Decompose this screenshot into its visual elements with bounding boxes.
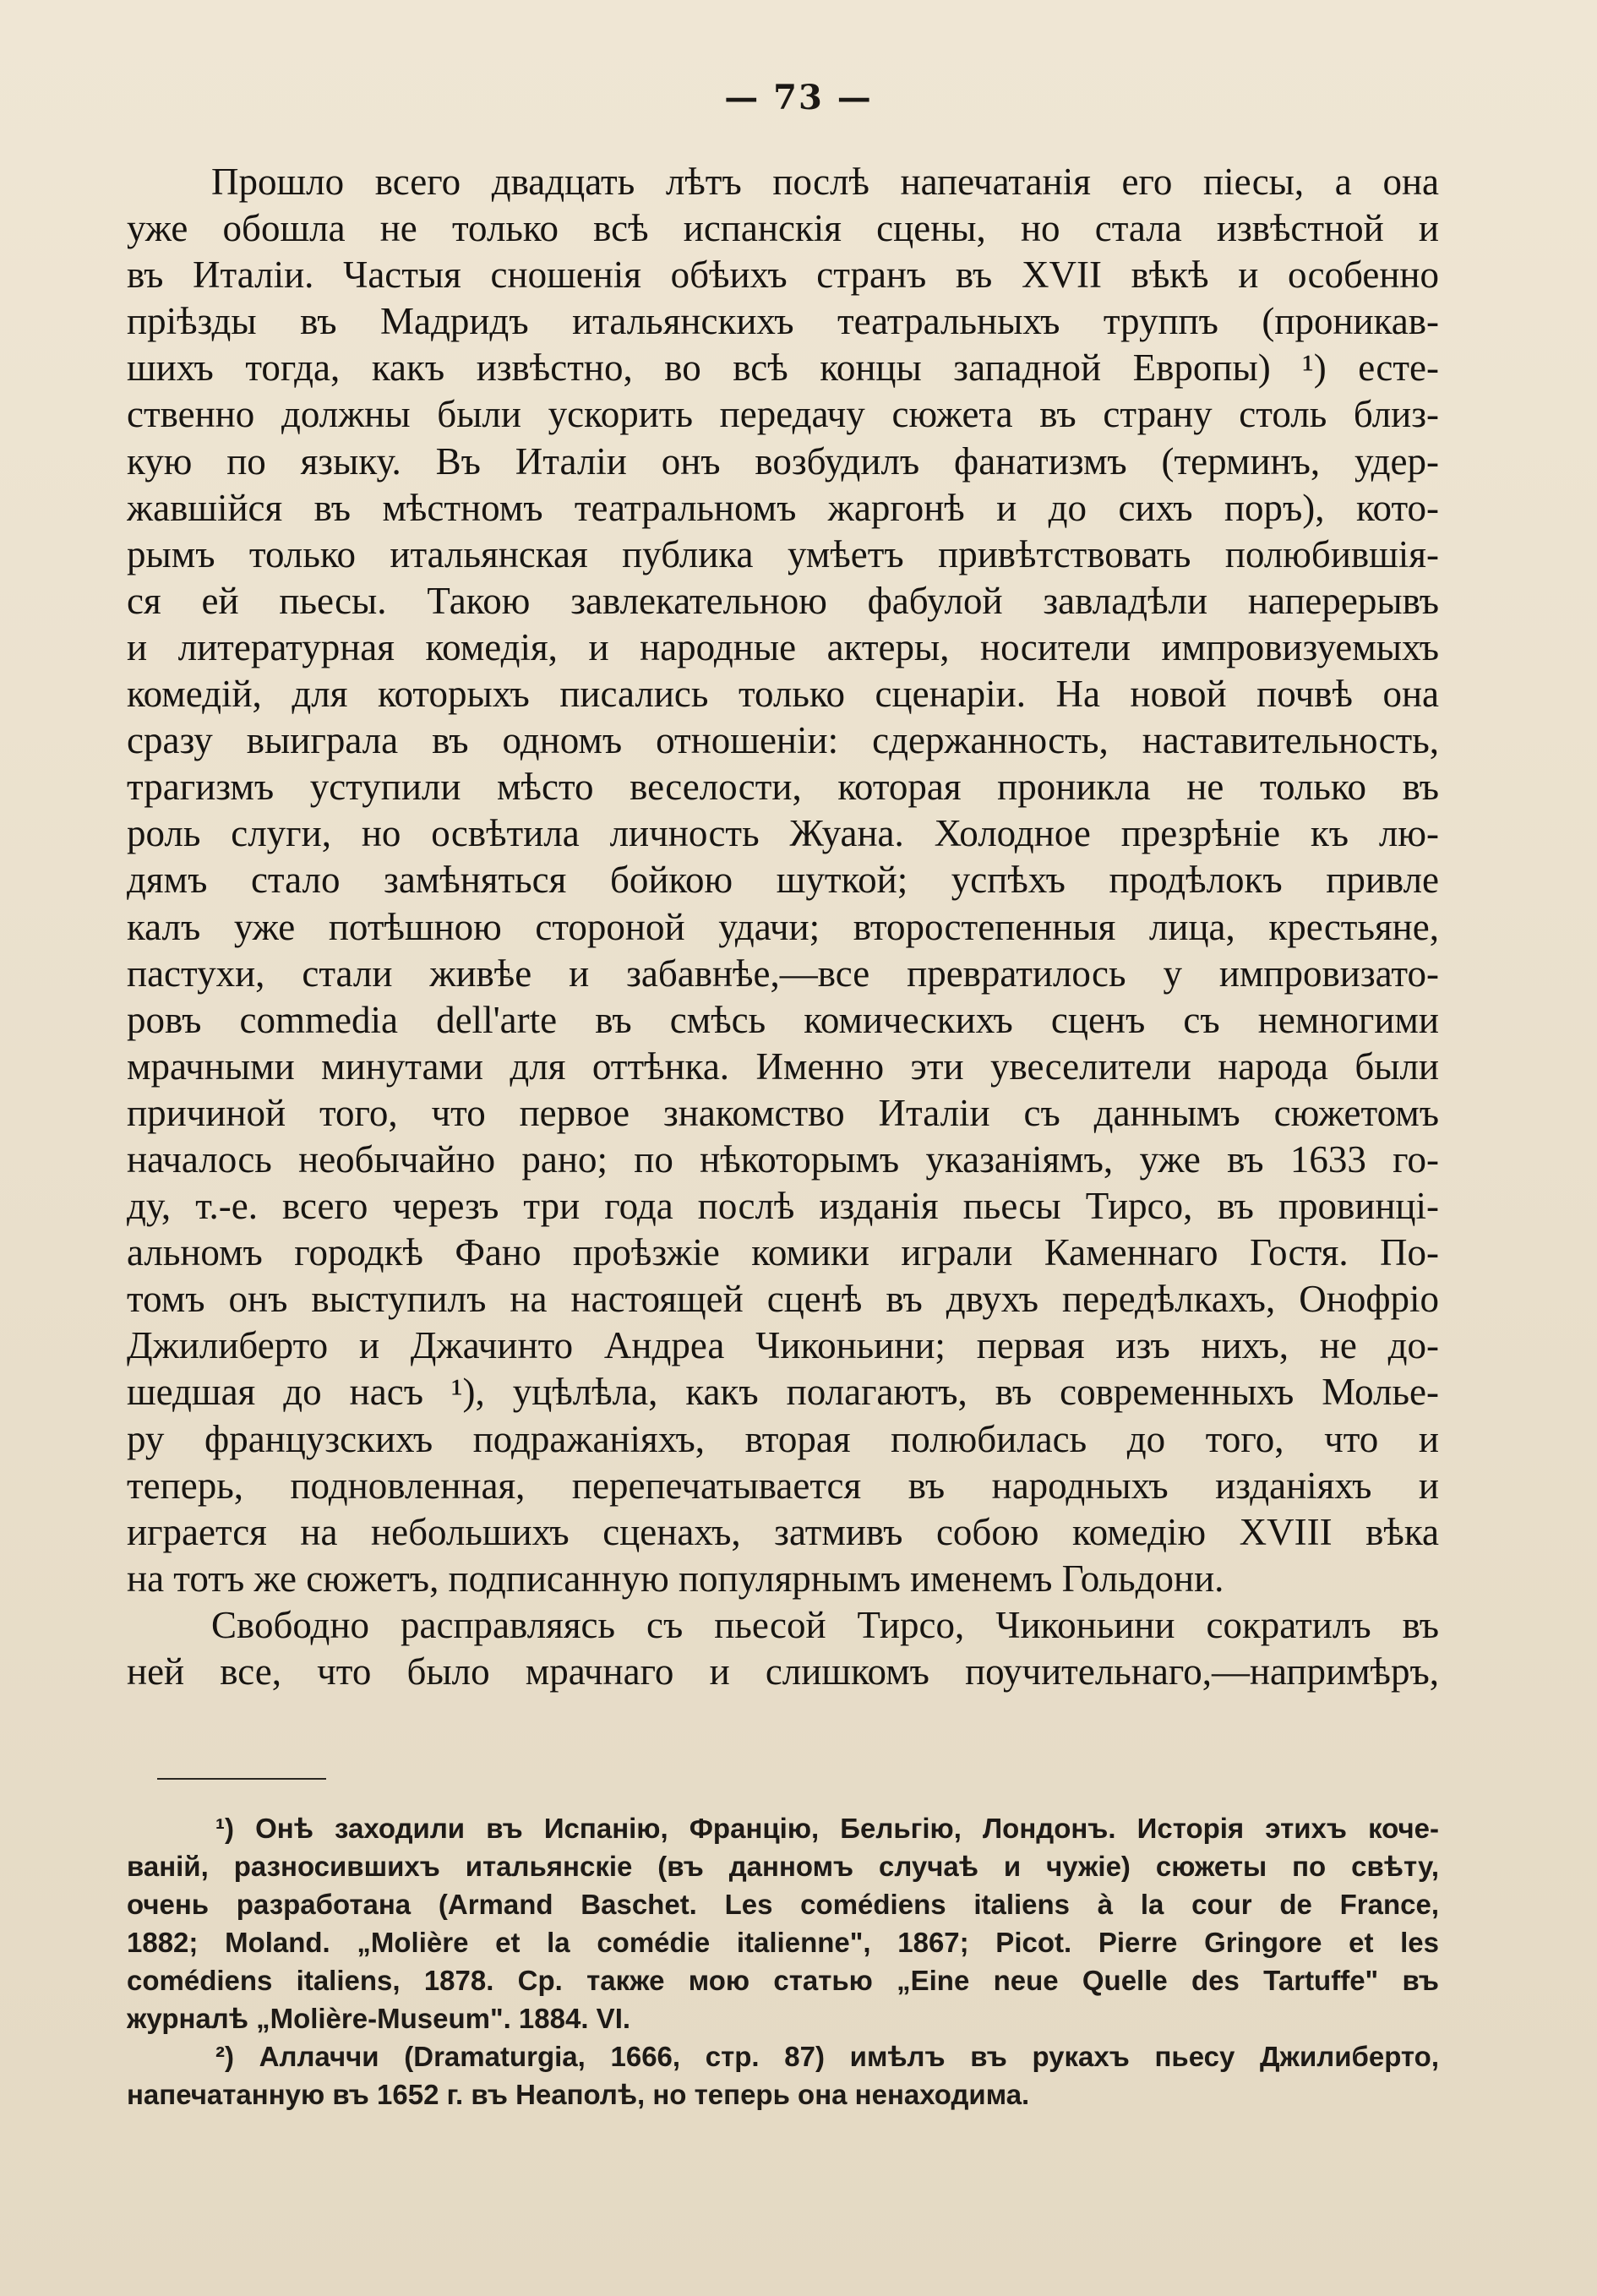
footnote-divider	[157, 1778, 326, 1780]
text-line: ровъ commedia dell'arte въ смѣсь комическихъ сценъ съ немногими	[127, 998, 1439, 1041]
footnote-line: 1882; Moland. „Molière et la comédie italienne", 1867; Picot. Pierre Gringore et les	[127, 1927, 1439, 1958]
text-line: кую по языку. Въ Италіи онъ возбудилъ фанатизмъ (терминъ, удер-	[127, 439, 1439, 483]
text-line: рымъ только итальянская публика умѣетъ привѣтствовать полюбившія-	[127, 532, 1439, 575]
text-line: ней все, что было мрачнаго и слишкомъ поучительнаго,—напримѣръ,	[127, 1650, 1439, 1693]
text-line: играется на небольшихъ сценахъ, затмивъ собою комедію XVIII вѣка	[127, 1510, 1439, 1553]
text-line: и литературная комедія, и народные актеры, носители импровизуемыхъ	[127, 625, 1439, 668]
text-line: Прошло всего двадцать лѣтъ послѣ напечатанія его піесы, а она	[211, 161, 1439, 203]
text-line: томъ онъ выступилъ на настоящей сценѣ въ двухъ передѣлкахъ, Онофріо	[127, 1278, 1439, 1321]
page-number: — 73 —	[724, 78, 873, 117]
footnote-line: ваній, разносившихъ итальянскіе (въ данномъ случаѣ и чужіе) сюжеты по свѣту,	[127, 1851, 1439, 1882]
footnote-line: ¹) Онѣ заходили въ Испанію, Францію, Бельгію, Лондонъ. Исторія этихъ коче-	[215, 1813, 1439, 1844]
text-line: сразу выиграла въ одномъ отношеніи: сдержанность, наставительность,	[127, 719, 1439, 762]
text-line: уже обошла не только всѣ испанскія сцены, но стала извѣстной и	[127, 207, 1439, 250]
text-line: началось необычайно рано; по нѣкоторымъ указаніямъ, уже въ 1633 го-	[127, 1137, 1439, 1181]
footnote-line: очень разработана (Armand Baschet. Les comédiens italiens à la cour de France,	[127, 1889, 1439, 1920]
text-line: пастухи, стали живѣе и забавнѣе,—все превратилось у импровизато-	[127, 952, 1439, 995]
text-line: шедшая до насъ ¹), уцѣлѣла, какъ полагаютъ, въ современныхъ Молье-	[127, 1371, 1439, 1414]
footnote-line: журналѣ „Molière-Museum". 1884. VI.	[127, 2003, 631, 2034]
text-line: дямъ стало замѣняться бойкою шуткой; успѣхъ продѣлокъ привле	[127, 859, 1439, 902]
footnote-line: comédiens italiens, 1878. Ср. также мою статью „Eine neue Quelle des Tartuffe" въ	[127, 1965, 1439, 1996]
footnote-line: напечатанную въ 1652 г. въ Неаполѣ, но теперь она ненаходима.	[127, 2079, 1030, 2110]
text-line: причиной того, что первое знакомство Италіи съ даннымъ сюжетомъ	[127, 1091, 1439, 1134]
text-line: комедій, для которыхъ писались только сценаріи. На новой почвѣ она	[127, 673, 1439, 716]
text-line: калъ уже потѣшною стороной удачи; второстепенныя лица, крестьяне,	[127, 905, 1439, 948]
text-line: въ Италіи. Частыя сношенія обѣихъ странъ въ XVII вѣкѣ и особенно	[127, 254, 1439, 297]
text-line: пріѣзды въ Мадридъ итальянскихъ театральныхъ труппъ (проникав-	[127, 300, 1439, 343]
text-line: Джилиберто и Джачинто Андреа Чиконьини; первая изъ нихъ, не до-	[127, 1324, 1439, 1367]
footnote-line: ²) Аллаччи (Dramaturgia, 1666, стр. 87) имѣлъ въ рукахъ пьесу Джилиберто,	[215, 2041, 1439, 2072]
text-line: шихъ тогда, какъ извѣстно, во всѣ концы западной Европы) ¹) есте-	[127, 346, 1439, 390]
text-line: ру французскихъ подражаніяхъ, вторая полюбилась до того, что и	[127, 1417, 1439, 1460]
text-line: жавшійся въ мѣстномъ театральномъ жаргонѣ и до сихъ поръ), кото-	[127, 486, 1439, 529]
text-line: Свободно расправляясь съ пьесой Тирсо, Чиконьини сократилъ въ	[211, 1603, 1439, 1646]
text-line: на тотъ же сюжетъ, подписанную популярнымъ именемъ Гольдони.	[127, 1557, 1224, 1600]
text-line: трагизмъ уступили мѣсто веселости, которая проникла не только въ	[127, 766, 1439, 809]
text-line: мрачными минутами для оттѣнка. Именно эти увеселители народа были	[127, 1044, 1439, 1088]
text-line: роль слуги, но освѣтила личность Жуана. Холодное презрѣніе къ лю-	[127, 812, 1439, 855]
text-line: альномъ городкѣ Фано проѣзжіе комики играли Каменнаго Гостя. По-	[127, 1231, 1439, 1274]
footnotes	[127, 1809, 1439, 2113]
text-line: ду, т.-е. всего черезъ три года послѣ изданія пьесы Тирсо, въ провинці-	[127, 1185, 1439, 1228]
text-line: ся ей пьесы. Такою завлекательною фабулой завладѣли наперерывъ	[127, 579, 1439, 622]
text-line: ственно должны были ускорить передачу сюжета въ страну столь близ-	[127, 393, 1439, 436]
text-line: теперь, подновленная, перепечатывается въ народныхъ изданіяхъ и	[127, 1464, 1439, 1507]
main-text	[127, 159, 1439, 1695]
